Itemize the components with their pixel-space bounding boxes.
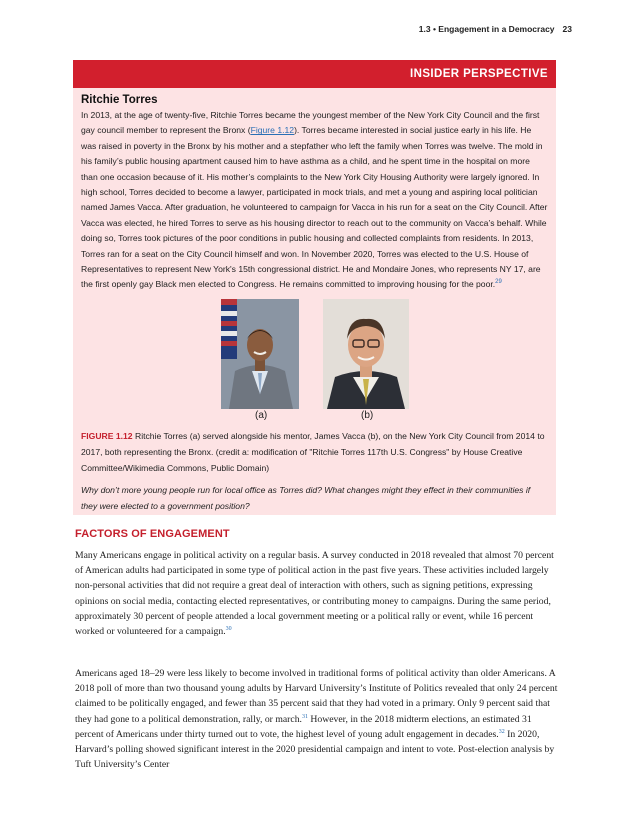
body-paragraph-2-text-a: Americans aged 18–29 were less likely to become involved in traditional forms of political activity than older Americans. A 2018 poll of more than two thousand young adults by Harvard University’s Institute of Politics revealed that only 24 percent claimed to be politically engaged, and fewer than 35 percent said that they had voted in a primary. Only 9 percent said that they had gone to a political demonstration, rally, or march. (75, 668, 558, 725)
photo-james-vacca-illustration (323, 299, 409, 409)
photo-b-label: (b) (361, 409, 374, 421)
running-head-section: 1.3 • Engagement in a Democracy (418, 24, 555, 34)
footnote-31-link[interactable]: 31 (301, 713, 308, 720)
figure-caption-text: Ritchie Torres (a) served alongside his mentor, James Vacca (b), on the New York City Council from 2014 to 2017, both representing the Bronx. (credit a: modification of "Ritchie Torres 117th U.S. Congress" by House Creative Committee/Wikimedia Commons, Public Domain) (81, 430, 545, 473)
footnote-32-link[interactable]: 32 (498, 728, 505, 735)
photo-ritchie-torres-illustration (221, 299, 299, 409)
insider-paragraph (81, 108, 548, 293)
body-paragraph-1 (75, 548, 560, 639)
footnote-29-link[interactable]: 29 (495, 279, 502, 286)
body-paragraph-2-text-b: However, in the 2018 midterm elections, an estimated 31 percent of Americans under thirty turned out to vote, the highest level of young adult engagement in decades. (75, 713, 532, 740)
body-paragraph-2-text-c: In 2020, Harvard’s polling showed significant interest in the 2020 presidential campaign and intent to vote. Post-election analysis by Tuft University’s Center (75, 728, 555, 771)
insider-text-start: In 2013, at the age of twenty-five, Ritchie Torres became the youngest member of the New York City Council and the first gay council member to represent the Bronx ( (81, 110, 540, 136)
insider-banner: INSIDER PERSPECTIVE (73, 60, 556, 88)
page-number: 23 (562, 24, 572, 34)
insider-text-rest: ). Torres became interested in social justice early in his life. He was raised in poverty in the Bronx by his mother and a stepfather who left the family when Torres was twelve. The mold in his family’s public housing apartment caused him to have asthma as a child, and he spent time in the hospital on more than one occasion because of it. His mother’s complaints to the New York City Housing Authority were largely ignored. In high school, Torres decided to become a lawyer, participated in mock trials, and met a young and aspiring local politician named James Vacca. After graduation, he volunteered to campaign for Vacca in his run for a seat on the City Council. After Vacca was elected, he hired Torres to serve as his housing director to reach out to the community on Vacca’s behalf. While doing so, Torres took pictures of the poor conditions in public housing and collected complaints from residents. In 2013, Torres ran for a seat on the City Council himself and won. In November 2020, Torres was elected to the U.S. House of Representatives to represent New York's 15th congressional district. He and Mondaire Jones, who represents NY 17, are the first openly gay Black men elected to Congress. He remains committed to improving housing for the poor. (81, 125, 548, 290)
figure-caption (81, 428, 548, 476)
figure-label: FIGURE 1.12 (81, 430, 133, 441)
insider-body (73, 88, 556, 514)
body-paragraph-2 (75, 666, 560, 772)
discussion-question: Why don’t more young people run for local office as Torres did? What changes might they effect in their communities if they were elected to a government position? (81, 484, 531, 511)
figure-1-12-link[interactable]: Figure 1.12 (250, 125, 295, 136)
photo-a-label: (a) (255, 409, 268, 421)
running-head (419, 24, 572, 34)
insider-perspective-box (73, 60, 556, 515)
photo-james-vacca (323, 299, 409, 409)
footnote-30-link[interactable]: 30 (225, 625, 232, 632)
body-paragraph-1-text: Many Americans engage in political activity on a regular basis. A survey conducted in 2018 revealed that almost 70 percent of American adults had participated in some type of political action in the past five years. These activities included largely non-personal activities that did not require a great deal of interaction with others, such as signing petitions, expressing opinions on social media, contacting elected representatives, or contributing money to campaigns. During the same period, approximately 30 percent of people attended a local government meeting or a political rally or event, while 16 percent worked or volunteered for a campaign. (75, 550, 554, 638)
insider-heading: Ritchie Torres (81, 94, 158, 106)
section-heading: FACTORS OF ENGAGEMENT (75, 528, 230, 540)
figure-1-12-photos (81, 299, 548, 424)
photo-ritchie-torres (221, 299, 299, 409)
